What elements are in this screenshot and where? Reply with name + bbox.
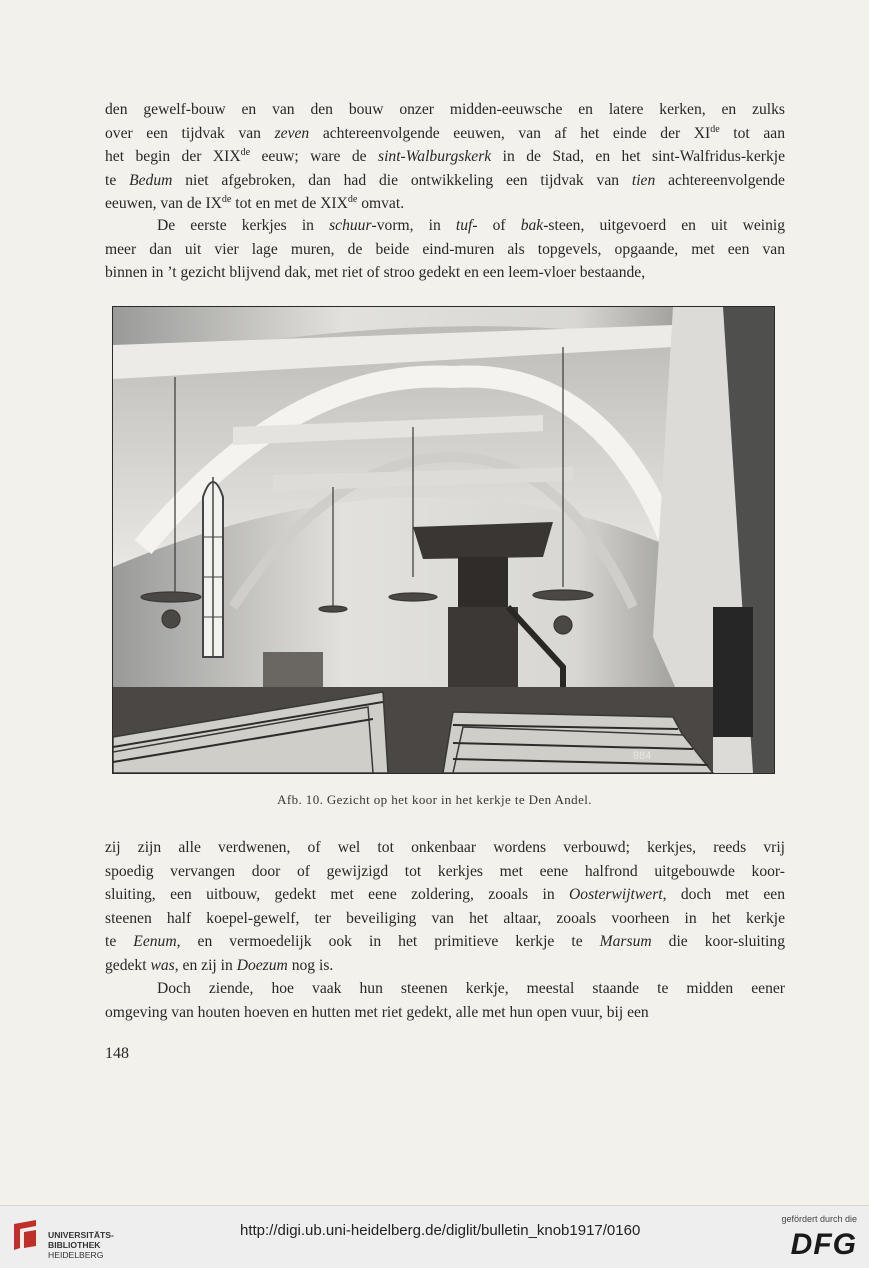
text-line: eeuwen, van de IXde tot en met de XIXde omvat. xyxy=(105,194,405,213)
figure-caption: Afb. 10. Gezicht op het koor in het kerkje te Den Andel. xyxy=(277,792,592,807)
text-line: te Eenum, en vermoedelijk ook in het primitieve kerkje te Marsum die koor-sluiting xyxy=(105,933,785,951)
paragraph-2 xyxy=(105,214,785,285)
paragraph-1 xyxy=(105,98,785,216)
text-line: den gewelf-bouw en van den bouw onzer midden-eeuwsche en latere kerken, en zulks xyxy=(105,101,785,118)
page-number: 148 xyxy=(105,1045,129,1062)
text-line: De eerste kerkjes in schuur-vorm, in tuf- of bak-steen, uitgevoerd en uit weinig xyxy=(157,217,786,234)
paragraph-4 xyxy=(105,977,785,1024)
text-line: gedekt was, en zij in Doezum nog is. xyxy=(105,956,334,974)
text-line: zij zijn alle verdwenen, of wel tot onkenbaar wordens verbouwd; kerkjes, reeds vrij xyxy=(105,839,785,856)
paragraph-3 xyxy=(105,836,785,978)
text-line: meer dan uit vier lage muren, de beide eind-muren als topgevels, opgaande, met een van xyxy=(105,240,785,258)
text-line: omgeving van houten hoeven en hutten met riet gedekt, alle met hun open vuur, bij een xyxy=(105,1003,649,1021)
university-library-logo[interactable] xyxy=(10,1216,120,1260)
dfg-logo[interactable]: DFG xyxy=(790,1228,857,1261)
text-line: sluiting, een uitbouw, gedekt met eene zoldering, zooals in Oosterwijtwert, doch met een xyxy=(105,886,785,904)
ub-emblem-icon xyxy=(10,1218,40,1254)
funder-label: gefördert durch die xyxy=(781,1214,857,1224)
permalink-url[interactable]: http://digi.ub.uni-heidelberg.de/diglit/bulletin_knob1917/0160 xyxy=(240,1222,641,1239)
text-line: steenen half koepel-gewelf, ter beveiliging van het altaar, zooals voorheen in het kerkje xyxy=(105,909,785,927)
library-line-1: UNIVERSITÄTS- xyxy=(48,1230,114,1240)
text-line: Doch ziende, hoe vaak hun steenen kerkje, meestal staande te midden eener xyxy=(157,980,785,997)
text-line: spoedig vervangen door of gewijzigd tot kerkjes met eene halfrond uitgebouwde koor- xyxy=(105,862,785,880)
church-interior-photo xyxy=(112,306,775,774)
text-line: over een tijdvak van zeven achtereenvolgende eeuwen, van af het einde der XIde tot aan xyxy=(105,123,786,142)
viewer-footer xyxy=(0,1205,869,1268)
text-line: binnen in ’t gezicht blijvend dak, met riet of stroo gedekt en een leem-vloer bestaande, xyxy=(105,264,646,282)
text-line: het begin der XIXde eeuw; ware de sint-Walburgskerk in de Stad, en het sint-Walfridus-kerkje xyxy=(105,147,785,166)
plate-mark: 984 xyxy=(633,750,652,762)
library-line-3: HEIDELBERG xyxy=(48,1250,104,1260)
library-line-2: BIBLIOTHEK xyxy=(48,1240,101,1250)
text-line: te Bedum niet afgebroken, dan had die ontwikkeling een tijdvak van tien achtereenvolgende xyxy=(105,171,785,189)
